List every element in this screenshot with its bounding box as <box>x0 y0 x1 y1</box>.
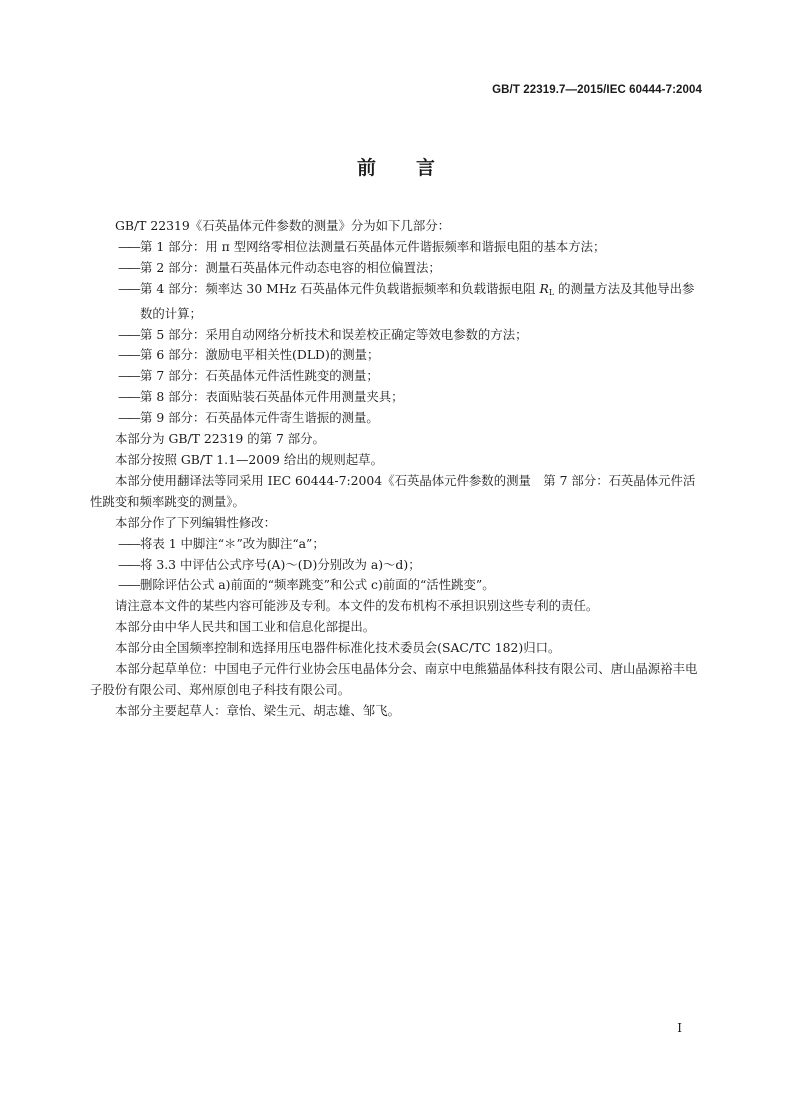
list-item-text: 第 8 部分：表面贴装石英晶体元件用测量夹具； <box>140 389 404 405</box>
paragraph-edits-intro: 本部分作了下列编辑性修改： <box>115 514 277 530</box>
list-item-part2 <box>90 258 702 279</box>
paragraph-part-statement: 本部分为 GB/T 22319 的第 7 部分。 <box>115 431 325 447</box>
dash-mark: —— <box>118 259 139 275</box>
dash-mark: —— <box>118 238 139 254</box>
list-item-text: 第 1 部分：用 π 型网络零相位法测量石英晶体元件谐振频率和谐振电阻的基本方法； <box>140 238 606 254</box>
page-title: 前言 <box>356 157 475 179</box>
list-item-part1 <box>90 237 702 258</box>
symbol-subscript-l: L <box>548 287 555 297</box>
list-item-part5 <box>90 325 702 346</box>
list-item-text: 将 3.3 中评估公式序号(A)～(D)分别改为 a)～d)； <box>140 556 421 572</box>
list-item-text: 第 4 部分：频率达 30 MHz 石英晶体元件负载谐振频率和负载谐振电阻 <box>140 280 540 296</box>
paragraph-patent-notice: 请注意本文件的某些内容可能涉及专利。本文件的发布机构不承担识别这些专利的责任。 <box>115 598 599 614</box>
list-item-edit2 <box>90 555 702 576</box>
dash-mark: —— <box>118 280 139 296</box>
paragraph-drafting-rules: 本部分按照 GB/T 1.1—2009 给出的规则起草。 <box>115 451 383 467</box>
list-item-text: 第 7 部分：石英晶体元件活性跳变的测量； <box>140 368 379 384</box>
list-item-part6 <box>90 345 702 366</box>
list-item-part9 <box>90 408 702 429</box>
paragraph-intro: GB/T 22319《石英晶体元件参数的测量》分为如下几部分： <box>115 218 451 233</box>
list-item-part4 <box>90 279 702 325</box>
dash-mark: —— <box>118 535 139 551</box>
list-item-text-cont: 的测量方法及其他导出参数的计算； <box>140 280 695 321</box>
dash-mark: —— <box>118 326 139 342</box>
standard-code-header: GB/T 22319.7—2015/IEC 60444-7:2004 <box>492 84 702 96</box>
foreword-body <box>90 216 702 722</box>
page-number: I <box>677 1021 682 1035</box>
list-item-text: 第 2 部分：测量石英晶体元件动态电容的相位偏置法； <box>140 259 441 275</box>
dash-mark: —— <box>118 556 139 572</box>
paragraph-drafters: 本部分主要起草人：章怡、梁生元、胡志雄、邹飞。 <box>115 702 400 718</box>
paragraph-adoption: 本部分使用翻译法等同采用 IEC 60444-7:2004《石英晶体元件参数的测量 第 7 部分：石英晶体元件活性跳变和频率跳变的测量》。 <box>90 472 696 509</box>
dash-mark: —— <box>118 389 139 405</box>
list-item-edit3 <box>90 575 702 596</box>
list-item-edit1 <box>90 534 702 555</box>
list-item-text: 第 6 部分：激励电平相关性(DLD)的测量； <box>140 347 380 363</box>
dash-mark: —— <box>118 347 139 363</box>
list-item-text: 将表 1 中脚注“＊”改为脚注“a”； <box>140 535 325 551</box>
paragraph-committee: 本部分由全国频率控制和选择用压电器件标准化技术委员会(SAC/TC 182)归口。 <box>115 640 561 656</box>
dash-mark: —— <box>118 577 139 593</box>
paragraph-proposer: 本部分由中华人民共和国工业和信息化部提出。 <box>115 619 376 635</box>
paragraph-drafting-units: 本部分起草单位：中国电子元件行业协会压电晶体分会、南京中电熊猫晶体科技有限公司、唐山晶源裕丰电子股份有限公司、郑州原创电子科技有限公司。 <box>90 661 698 697</box>
dash-mark: —— <box>118 410 139 426</box>
list-item-text: 第 5 部分：采用自动网络分析技术和误差校正确定等效电参数的方法； <box>140 326 528 342</box>
list-item-part7 <box>90 366 702 387</box>
symbol-r: R <box>539 280 549 296</box>
list-item-part8 <box>90 387 702 408</box>
dash-mark: —— <box>118 368 139 384</box>
list-item-text: 删除评估公式 a)前面的“频率跳变”和公式 c)前面的“活性跳变”。 <box>140 577 495 593</box>
list-item-text: 第 9 部分：石英晶体元件寄生谐振的测量。 <box>140 410 379 426</box>
